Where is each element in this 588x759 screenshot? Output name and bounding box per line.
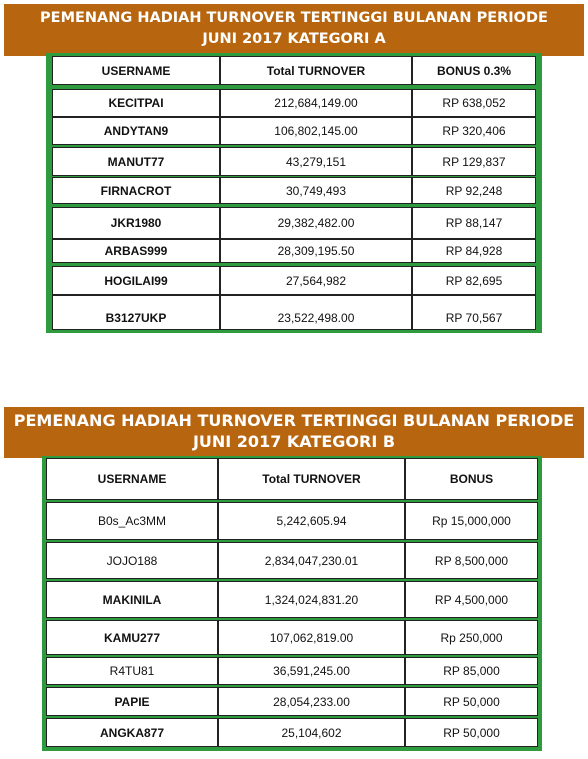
- table-row-turnover: 2,834,047,230.01: [218, 542, 405, 579]
- banner-kategori-b: [4, 407, 584, 458]
- table-row-turnover: 29,382,482.00: [220, 207, 412, 239]
- column-header-total-turnover: Total TURNOVER: [218, 458, 405, 500]
- banner-b-line1: PEMENANG HADIAH TURNOVER TERTINGGI BULANAN PERIODE: [13, 411, 575, 430]
- table-row-turnover: 36,591,245.00: [218, 657, 405, 685]
- table-row-username: FIRNACROT: [52, 177, 220, 204]
- table-row-username: ARBAS999: [52, 239, 220, 263]
- table-row-bonus: RP 129,837: [412, 147, 536, 176]
- table-row-bonus: RP 70,567: [412, 295, 536, 330]
- table-row-bonus: RP 4,500,000: [405, 581, 538, 618]
- table-row-username: MANUT77: [52, 147, 220, 176]
- table-kategori-a: [46, 53, 542, 333]
- table-row-username: R4TU81: [46, 657, 218, 685]
- table-row-username: KAMU277: [46, 620, 218, 655]
- table-row-turnover: 28,309,195.50: [220, 239, 412, 263]
- table-row-bonus: RP 50,000: [405, 687, 538, 716]
- table-row-username: JKR1980: [52, 207, 220, 239]
- table-row-bonus: RP 320,406: [412, 117, 536, 145]
- table-row-bonus: RP 82,695: [412, 266, 536, 295]
- table-row-turnover: 107,062,819.00: [218, 620, 405, 655]
- table-row-username: B0s_Ac3MM: [46, 502, 218, 540]
- banner-kategori-a: [4, 4, 584, 56]
- table-row-username: PAPIE: [46, 687, 218, 716]
- table-row-username: JOJO188: [46, 542, 218, 579]
- table-row-turnover: 25,104,602: [218, 718, 405, 747]
- table-row-turnover: 1,324,024,831.20: [218, 581, 405, 618]
- table-row-bonus: RP 8,500,000: [405, 542, 538, 579]
- table-row-username: KECITPAI: [52, 89, 220, 117]
- table-row-username: ANGKA877: [46, 718, 218, 747]
- table-row-username: HOGILAI99: [52, 266, 220, 295]
- table-row-username: MAKINILA: [46, 581, 218, 618]
- table-row-bonus: RP 84,928: [412, 239, 536, 263]
- table-row-turnover: 27,564,982: [220, 266, 412, 295]
- column-header-username: USERNAME: [52, 56, 220, 85]
- table-row-turnover: 43,279,151: [220, 147, 412, 176]
- table-row-turnover: 30,749,493: [220, 177, 412, 204]
- table-row-bonus: RP 88,147: [412, 207, 536, 239]
- column-header-bonus: BONUS 0.3%: [412, 56, 536, 85]
- table-row-turnover: 5,242,605.94: [218, 502, 405, 540]
- column-header-username: USERNAME: [46, 458, 218, 500]
- table-row-bonus: RP 85,000: [405, 657, 538, 685]
- table-kategori-b: [42, 456, 542, 751]
- column-header-bonus: BONUS: [405, 458, 538, 500]
- banner-a-line1: PEMENANG HADIAH TURNOVER TERTINGGI BULANAN PERIODE: [40, 10, 548, 26]
- column-header-total-turnover: Total TURNOVER: [220, 56, 412, 85]
- table-row-turnover: 23,522,498.00: [220, 295, 412, 330]
- table-row-turnover: 106,802,145.00: [220, 117, 412, 145]
- banner-a-line2: JUNI 2017 KATEGORI A: [202, 31, 386, 47]
- table-row-bonus: Rp 250,000: [405, 620, 538, 655]
- table-row-bonus: RP 92,248: [412, 177, 536, 204]
- table-row-turnover: 212,684,149.00: [220, 89, 412, 117]
- table-row-username: B3127UKP: [52, 295, 220, 330]
- table-row-username: ANDYTAN9: [52, 117, 220, 145]
- banner-b-line2: JUNI 2017 KATEGORI B: [192, 432, 396, 451]
- table-row-bonus: Rp 15,000,000: [405, 502, 538, 540]
- table-row-bonus: RP 50,000: [405, 718, 538, 747]
- table-row-turnover: 28,054,233.00: [218, 687, 405, 716]
- table-row-bonus: RP 638,052: [412, 89, 536, 117]
